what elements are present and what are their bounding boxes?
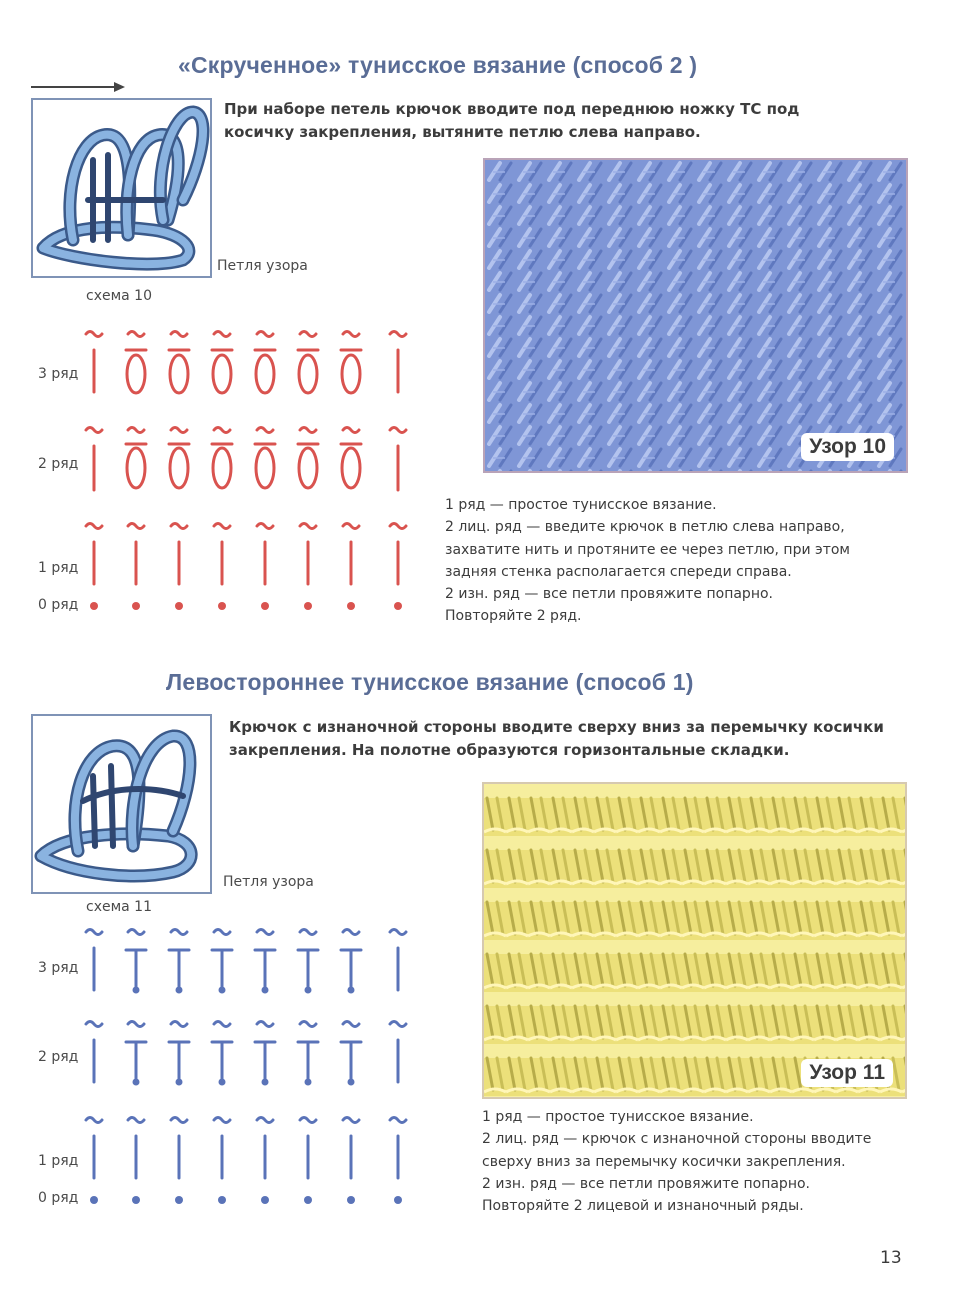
section-intro-twisted: При наборе петель крючок вводите под переднюю ножку ТС под косичку закрепления, вытяните петлю слева направо. — [224, 100, 800, 141]
loop-diagram-box — [31, 98, 212, 278]
knit-texture-blue — [485, 160, 906, 471]
section-title-twisted: «Скрученное» тунисское вязание (способ 2 ) — [178, 52, 698, 78]
loop-diagram-box-2 — [31, 714, 212, 894]
note-line: Повторяйте 2 лицевой и изнаночный ряды. — [482, 1198, 804, 1215]
note-line: Повторяйте 2 ряд. — [445, 608, 582, 625]
note-line: сверху вниз за перемычку косички закрепления. — [482, 1153, 846, 1170]
pattern-notes-10 — [445, 494, 850, 628]
row-label-2: 2 ряд — [38, 1049, 79, 1065]
note-line: захватите нить и протяните ее через петлю, при этом — [445, 541, 850, 558]
knit-texture-yellow — [484, 784, 905, 1097]
note-line: 2 изн. ряд — все петли провяжите попарно. — [482, 1175, 810, 1192]
note-line: 1 ряд — простое тунисское вязание. — [445, 497, 717, 513]
pattern-notes-11 — [482, 1106, 871, 1217]
row-label-1: 1 ряд — [38, 1153, 79, 1169]
section-intro-left-side: Крючок с изнаночной стороны вводите сверху вниз за перемычку косички закрепления. На полотне образуются горизонтальные складки. — [229, 718, 884, 759]
yarn-loop-icon — [33, 100, 210, 276]
note-line: 1 ряд — простое тунисское вязание. — [482, 1109, 754, 1125]
note-line: 2 изн. ряд — все петли провяжите попарно. — [445, 586, 773, 603]
swatch-photo-11 — [482, 782, 907, 1099]
swatch-photo-10 — [483, 158, 908, 473]
section-title-left-side: Левостороннее тунисское вязание (способ 1) — [166, 669, 694, 695]
scheme-label-11: схема 11 — [86, 899, 153, 915]
row-label-0: 0 ряд — [38, 1190, 79, 1206]
loop-label-1: Петля узора — [217, 258, 308, 274]
page-number: 13 — [880, 1248, 902, 1268]
yarn-loop-icon — [33, 716, 210, 892]
swatch-tag-11: Узор 11 — [801, 1059, 893, 1087]
note-line: 2 лиц. ряд — введите крючок в петлю слева направо, — [445, 519, 845, 536]
note-line: 2 лиц. ряд — крючок с изнаночной стороны вводите — [482, 1131, 872, 1148]
row-label-0: 0 ряд — [38, 597, 79, 613]
note-line: задняя стенка располагается спереди справа. — [445, 563, 792, 580]
row-label-2: 2 ряд — [38, 456, 79, 472]
stitch-chart-10 — [80, 320, 420, 620]
row-label-3: 3 ряд — [38, 960, 79, 976]
stitch-chart-11 — [80, 914, 420, 1214]
row-label-3: 3 ряд — [38, 366, 79, 382]
row-label-1: 1 ряд — [38, 560, 79, 576]
arrow-right-icon — [30, 80, 126, 94]
loop-label-2: Петля узора — [223, 874, 314, 890]
scheme-label-10: схема 10 — [86, 288, 153, 304]
swatch-tag-10: Узор 10 — [801, 433, 894, 461]
